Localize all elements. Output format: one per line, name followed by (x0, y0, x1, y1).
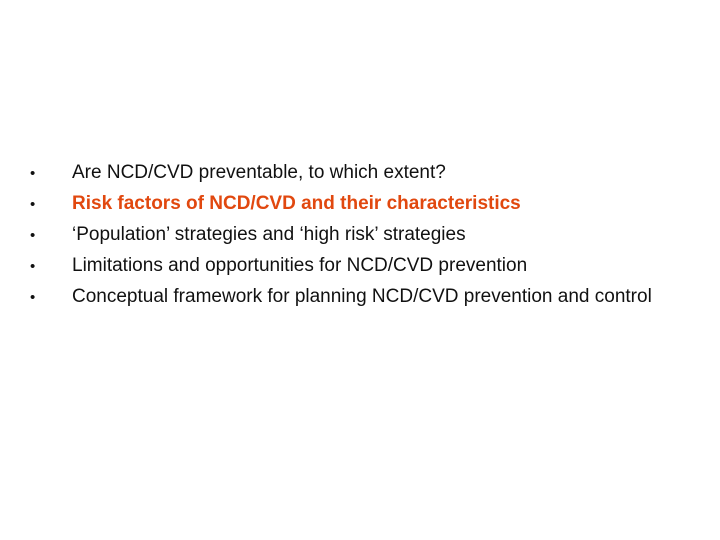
bullet-text: Risk factors of NCD/CVD and their characteristics (72, 193, 521, 214)
bullet-icon: • (30, 258, 36, 275)
bullet-icon: • (30, 289, 36, 306)
bullet-icon: • (30, 165, 36, 182)
bullet-item-2 (30, 189, 700, 220)
bullet-text: ‘Population’ strategies and ‘high risk’ strategies (72, 224, 466, 245)
bullet-text: Are NCD/CVD preventable, to which extent? (72, 162, 446, 183)
bullet-icon: • (30, 227, 36, 244)
bullet-item-4 (30, 251, 700, 282)
bullet-list (30, 158, 700, 313)
bullet-text: Limitations and opportunities for NCD/CVD prevention (72, 255, 528, 276)
bullet-item-3 (30, 220, 700, 251)
bullet-item-1 (30, 158, 700, 189)
bullet-icon: • (30, 196, 36, 213)
bullet-text: Conceptual framework for planning NCD/CVD prevention and control (72, 286, 652, 307)
bullet-item-5 (30, 282, 700, 313)
